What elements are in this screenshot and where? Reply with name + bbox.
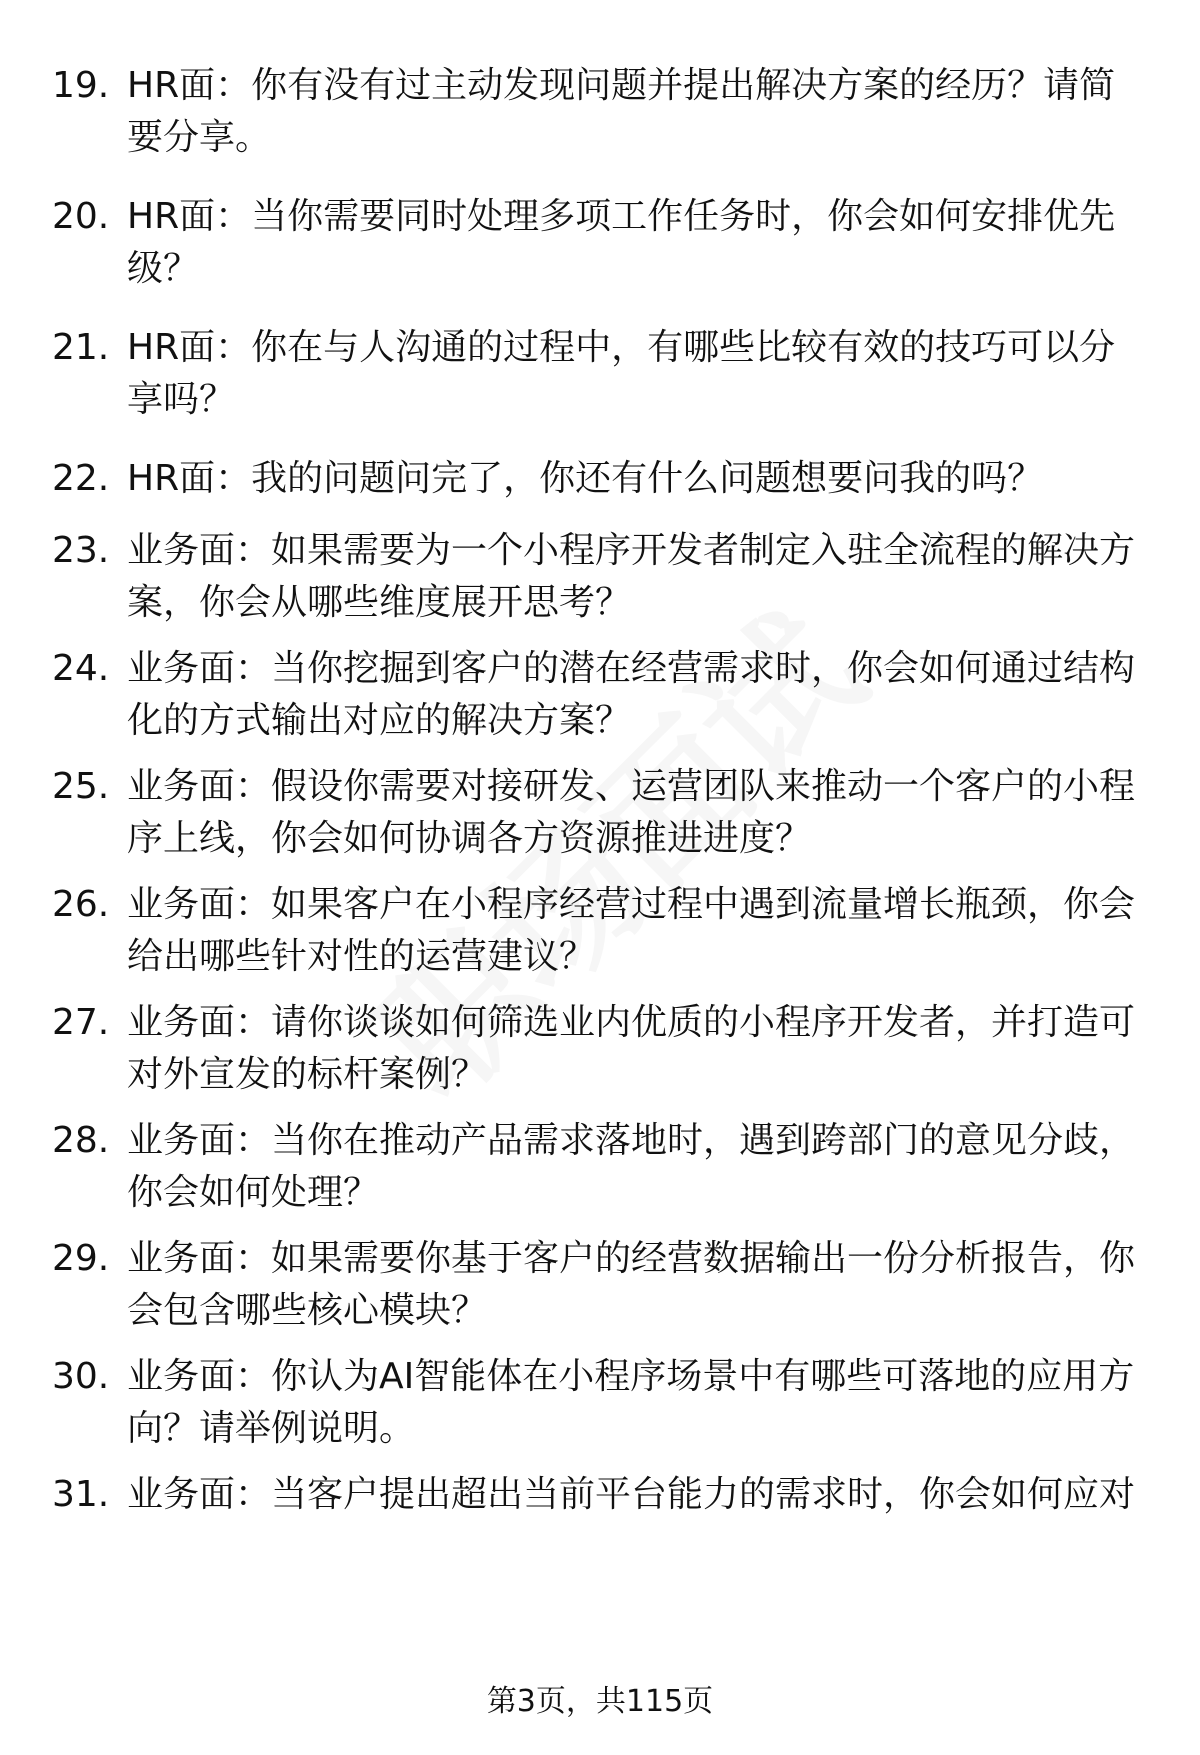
question-text: 业务面：请你谈谈如何筛选业内优质的小程序开发者，并打造可对外宣发的标杆案例？: [127, 1002, 1136, 1095]
question-item-26: [52, 879, 1152, 997]
question-number: 28.: [52, 1120, 110, 1161]
question-item-25: [52, 761, 1152, 879]
question-text: 业务面：当你挖掘到客户的潜在经营需求时，你会如何通过结构化的方式输出对应的解决方案？: [127, 648, 1136, 741]
question-item-28: [52, 1115, 1152, 1233]
question-text: 业务面：如果需要你基于客户的经营数据输出一份分析报告，你会包含哪些核心模块？: [127, 1238, 1136, 1331]
page-footer: [0, 1682, 1200, 1722]
question-item-27: [52, 997, 1152, 1115]
question-text: HR面：你有没有过主动发现问题并提出解决方案的经历？请简要分享。: [127, 65, 1116, 158]
question-item-30: [52, 1351, 1152, 1469]
question-number: 26.: [52, 884, 110, 925]
question-text: HR面：当你需要同时处理多项工作任务时，你会如何安排优先级？: [127, 196, 1116, 289]
question-item-21: [52, 322, 1152, 453]
question-text: 业务面：当你在推动产品需求落地时，遇到跨部门的意见分歧，你会如何处理？: [127, 1120, 1136, 1213]
question-text: 业务面：如果客户在小程序经营过程中遇到流量增长瓶颈，你会给出哪些针对性的运营建议？: [127, 884, 1136, 977]
question-item-23: [52, 525, 1152, 643]
question-number: 29.: [52, 1238, 110, 1279]
question-number: 30.: [52, 1356, 110, 1397]
question-text: 业务面：你认为AI智能体在小程序场景中有哪些可落地的应用方向？请举例说明。: [127, 1356, 1135, 1449]
question-number: 21.: [52, 327, 110, 368]
question-item-19: [52, 60, 1152, 191]
question-number: 25.: [52, 766, 110, 807]
question-number: 24.: [52, 648, 110, 689]
question-number: 27.: [52, 1002, 110, 1043]
question-list: [52, 60, 1152, 1529]
question-text: HR面：我的问题问完了，你还有什么问题想要问我的吗？: [127, 458, 1044, 499]
question-text: 业务面：如果需要为一个小程序开发者制定入驻全流程的解决方案，你会从哪些维度展开思考？: [127, 530, 1136, 623]
question-item-20: [52, 191, 1152, 322]
question-item-22: [52, 453, 1152, 525]
question-item-29: [52, 1233, 1152, 1351]
question-number: 31.: [52, 1474, 110, 1515]
question-item-24: [52, 643, 1152, 761]
question-item-31: [52, 1469, 1152, 1529]
page-number-label: 第3页，共115页: [486, 1684, 714, 1719]
question-number: 20.: [52, 196, 110, 237]
question-text: HR面：你在与人沟通的过程中，有哪些比较有效的技巧可以分享吗？: [127, 327, 1116, 420]
question-number: 23.: [52, 530, 110, 571]
question-text: 业务面：假设你需要对接研发、运营团队来推动一个客户的小程序上线，你会如何协调各方资源推进进度？: [127, 766, 1136, 859]
question-text: 业务面：当客户提出超出当前平台能力的需求时，你会如何应对: [127, 1474, 1136, 1515]
question-number: 19.: [52, 65, 110, 106]
question-number: 22.: [52, 458, 110, 499]
